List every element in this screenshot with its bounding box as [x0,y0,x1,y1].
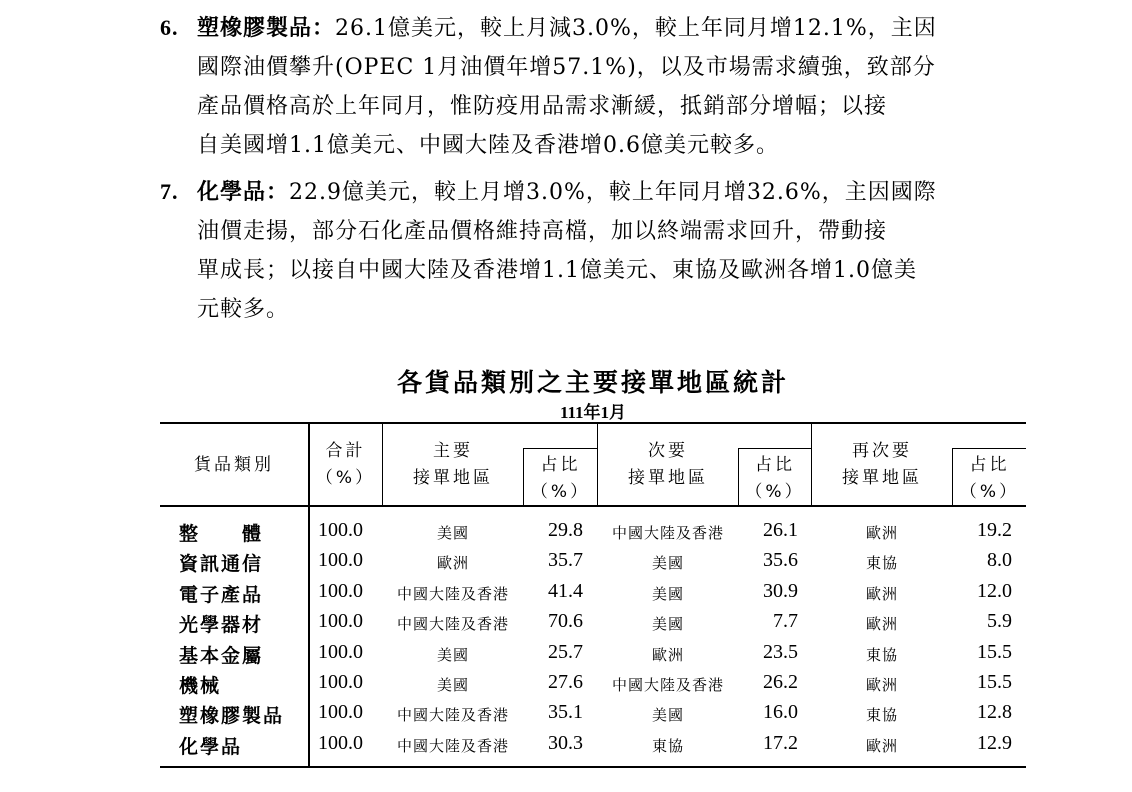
cell-secondary-share: 7.7 [773,610,798,633]
paragraph-heading: 塑橡膠製品： [197,15,336,41]
cell-total: 100.0 [318,549,363,572]
cell-category: 塑橡膠製品 [179,705,285,728]
paragraph-text: 22.9億美元，較上月增3.0%，較上年同月增32.6%，主因國際 [289,180,937,205]
header-share-line1: 占比 [540,455,581,475]
cell-secondary: 中國大陸及香港 [611,524,724,542]
cell-primary-share: 41.4 [548,579,583,602]
cell-secondary: 美國 [651,615,684,634]
cell-primary: 美國 [436,645,469,664]
header-primary-line2: 接單地區 [413,468,493,488]
cell-total: 100.0 [318,519,363,541]
header-share-line2: （%） [530,482,591,502]
table-row [160,701,1026,729]
share-header-rule [952,448,1026,449]
cell-tertiary: 東協 [865,554,898,573]
cell-primary-share: 30.3 [548,731,583,754]
header-tertiary-region [812,438,952,492]
cell-primary-share: 35.1 [548,701,583,724]
cell-tertiary-share: 15.5 [977,640,1012,663]
cell-secondary-share: 16.0 [763,701,798,724]
cell-secondary: 東協 [651,736,684,755]
region-table [160,422,1026,768]
cell-category: 基本金屬 [179,644,264,667]
header-category: 貨品類別 [194,455,274,475]
cell-primary-share: 27.6 [548,671,583,693]
table-bottom-rule [160,766,1026,768]
cell-primary-share: 35.7 [548,549,583,572]
cell-tertiary: 歐洲 [865,584,898,603]
table-subtitle: 111年1月 [559,403,627,422]
cell-total: 100.0 [318,731,363,754]
cell-tertiary: 歐洲 [865,736,898,755]
paragraph-line: 產品價格高於上年同月，惟防疫用品需求漸緩，抵銷部分增幅；以接 [197,94,888,119]
cell-secondary-share: 26.2 [763,671,798,693]
cell-secondary: 美國 [651,554,684,573]
table-top-rule [160,422,1026,424]
header-share-line2: （%） [745,482,805,502]
cell-primary: 中國大陸及香港 [396,615,509,634]
header-share-line1: 占比 [969,455,1010,475]
cell-secondary-share: 30.9 [763,579,798,602]
cell-tertiary-share: 5.9 [987,610,1012,633]
table-row [160,549,1026,577]
cell-primary: 歐洲 [436,554,469,573]
cell-tertiary: 東協 [865,706,898,725]
cell-total: 100.0 [318,701,363,724]
cell-primary: 中國大陸及香港 [396,584,509,603]
paragraph-number: 6. [160,15,179,40]
share-header-rule [523,448,597,449]
cell-secondary-share: 23.5 [763,640,798,663]
cell-category: 資訊通信 [179,553,264,576]
paragraph-line: 單成長；以接自中國大陸及香港增1.1億美元、東協及歐洲各增1.0億美 [197,258,917,283]
cell-total: 100.0 [318,671,363,693]
cell-category: 機械 [179,675,222,697]
cell-tertiary: 歐洲 [865,524,898,542]
paragraph-line: 元較多。 [197,297,290,322]
paragraph-7 [160,172,1020,329]
header-total [309,438,382,492]
paragraph-line: 自美國增1.1億美元、中國大陸及香港增0.6億美元較多。 [197,133,779,158]
paragraph-line: 油價走揚，部分石化產品價格維持高檔，加以終端需求回升，帶動接 [197,219,888,244]
table-row [160,641,1026,669]
cell-secondary-share: 17.2 [763,731,798,754]
cell-total: 100.0 [318,610,363,633]
header-secondary-share [739,452,811,506]
paragraph-heading: 化學品： [197,179,290,205]
cell-secondary: 中國大陸及香港 [611,676,724,694]
table-row [160,732,1026,760]
cell-primary-share: 29.8 [548,519,583,541]
cell-primary: 美國 [436,676,469,694]
header-tertiary-line2: 接單地區 [842,468,922,488]
cell-secondary-share: 26.1 [763,519,798,541]
cell-primary: 中國大陸及香港 [396,736,509,755]
table-title: 各貨品類別之主要接單地區統計 [396,368,789,397]
header-primary-region [383,438,523,492]
paragraph-line [160,172,1020,212]
header-secondary-line2: 接單地區 [628,468,708,488]
header-tertiary-line1: 再次要 [852,441,912,461]
header-primary-share [524,452,597,506]
cell-tertiary-share: 15.5 [977,671,1012,693]
share-header-rule [738,448,812,449]
table-row [160,519,1026,547]
cell-tertiary-share: 8.0 [987,549,1012,572]
cell-secondary: 美國 [651,584,684,603]
paragraph-number: 7. [160,179,179,204]
cell-category: 光學器材 [179,614,264,637]
cell-primary-share: 25.7 [548,640,583,663]
cell-tertiary: 歐洲 [865,676,898,694]
cell-primary-share: 70.6 [548,610,583,633]
paragraph-6 [160,8,1020,165]
cell-tertiary-share: 19.2 [977,519,1012,541]
table-row [160,580,1026,608]
header-total-line1: 合計 [325,441,366,461]
header-share-line1: 占比 [755,455,795,475]
header-secondary-region [598,438,738,492]
paragraph-text: 26.1億美元，較上月減3.0%，較上年同月增12.1%，主因 [335,16,937,41]
table-row [160,610,1026,638]
paragraph-line: 國際油價攀升(OPEC 1月油價年增57.1%)，以及市場需求續強，致部分 [197,55,936,80]
cell-tertiary: 歐洲 [865,615,898,634]
header-share-line2: （%） [959,482,1020,502]
cell-category: 化學品 [179,735,243,758]
header-primary-line1: 主要 [433,441,473,461]
cell-tertiary: 東協 [865,645,898,664]
cell-tertiary-share: 12.0 [977,579,1012,602]
cell-primary: 中國大陸及香港 [396,706,509,725]
cell-total: 100.0 [318,640,363,663]
header-secondary-line1: 次要 [648,441,688,461]
table-row [160,671,1026,699]
cell-total: 100.0 [318,579,363,602]
header-total-line2: （%） [315,468,376,488]
cell-primary: 美國 [436,524,469,542]
cell-secondary-share: 35.6 [763,549,798,572]
cell-tertiary-share: 12.8 [977,701,1012,724]
cell-secondary: 美國 [651,706,684,725]
cell-tertiary-share: 12.9 [977,731,1012,754]
paragraph-line [160,8,1020,48]
cell-secondary: 歐洲 [651,645,684,664]
cell-category: 整 體 [179,523,264,545]
cell-category: 電子產品 [179,583,264,606]
header-tertiary-share [953,452,1026,506]
